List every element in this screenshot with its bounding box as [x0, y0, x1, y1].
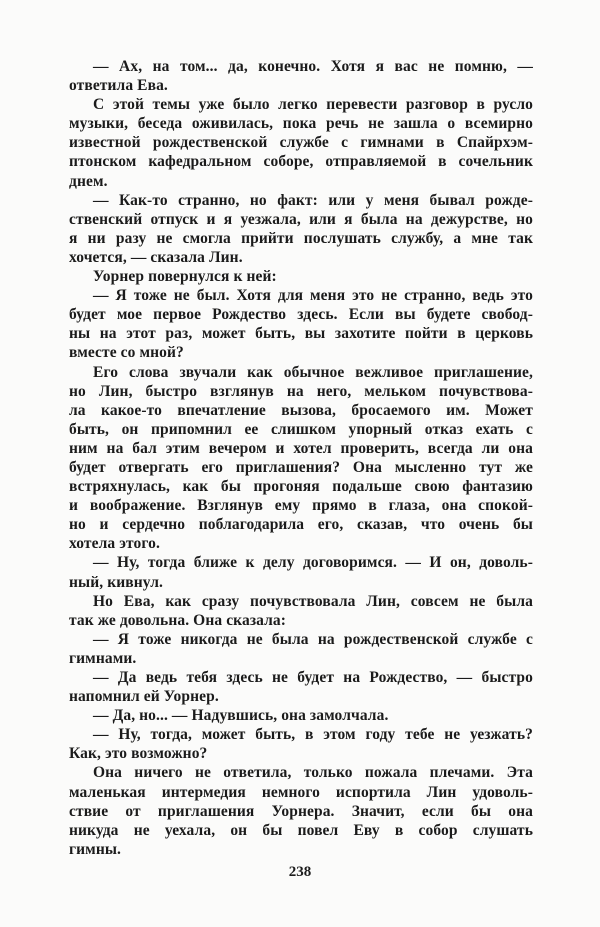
text-line: музыки, беседа оживилась, пока речь не зашла о всемирно: [69, 115, 533, 133]
text-line: — Да ведь тебя здесь не будет на Рождество, — быстро: [93, 669, 533, 686]
text-line: ный, кивнул.: [69, 573, 164, 591]
text-line: Но Ева, как сразу почувствовала Лин, совсем не была: [93, 592, 533, 610]
text-line: ственский отпуск и я уезжала, или я была на дежурстве, но: [69, 210, 533, 228]
text-line: Она ничего не ответила, только пожала плечами. Эта: [93, 764, 533, 782]
text-line: быть, он припомнил ее слишком упорный отказ ехать с: [69, 420, 533, 438]
text-line: — Ах, на том... да, конечно. Хотя я вас не помню, —: [93, 58, 533, 75]
text-line: хотела этого.: [69, 535, 160, 553]
page-number: 238: [288, 864, 312, 880]
text-line: никуда не уехала, он бы повел Еву в собор слушать: [69, 821, 533, 839]
text-line: и воображение. Взглянув ему прямо в глаза, она спокой-: [69, 497, 533, 515]
text-line: гимнами.: [69, 649, 137, 667]
text-line: будет отвергать его приглашения? Она мысленно тут же: [69, 458, 533, 476]
text-line: гимны.: [69, 840, 122, 858]
text-line: так же довольна. Она сказала:: [69, 611, 287, 629]
text-line: Его слова звучали как обычное вежливое приглашение,: [93, 363, 533, 381]
text-line: — Я тоже никогда не была на рождественской службе с: [93, 630, 533, 648]
text-line: я ни разу не смогла прийти послушать службу, а мне так: [69, 229, 533, 247]
text-line: птонском кафедральном соборе, отправляемой в сочельник: [69, 153, 533, 171]
text-line: — Я тоже не был. Хотя для меня это не странно, ведь это: [93, 287, 533, 305]
text-line: — Ну, тогда ближе к делу договоримся. — И он, доволь-: [93, 554, 533, 572]
text-line: — Как-то странно, но факт: или у меня бывал рожде-: [93, 191, 533, 209]
text-line: днем.: [69, 172, 108, 190]
text-line: — Ну, тогда, может быть, в этом году тебе не уезжать?: [93, 726, 533, 744]
text-line: ны на этот раз, может быть, вы захотите пойти в церковь: [69, 325, 533, 343]
text-line: встряхнулась, как бы прогоняя подальше свою фантазию: [69, 478, 533, 496]
text-line: будет мое первое Рождество здесь. Если вы будете свобод-: [69, 306, 533, 324]
text-line: ответила Ева.: [69, 77, 168, 95]
text-line: Уорнер повернулся к ней:: [93, 268, 277, 286]
text-line: ним на бал этим вечером и хотел проверить, всегда ли она: [69, 439, 533, 457]
page-text: [69, 57, 533, 859]
text-line: но и сердечно поблагодарила его, сказав, что очень бы: [69, 516, 533, 534]
text-line: маленькая интермедия немного испортила Лин удоволь-: [69, 783, 533, 801]
text-line: ствие от приглашения Уорнера. Значит, если бы она: [69, 802, 533, 820]
text-line: вместе со мной?: [69, 344, 184, 362]
text-line: ла какое-то впечатление вызова, бросаемого им. Может: [69, 401, 533, 419]
text-line: — Да, но... — Надувшись, она замолчала.: [93, 707, 389, 725]
text-line: Как, это возможно?: [69, 745, 208, 763]
text-line: хочется, — сказала Лин.: [69, 248, 243, 266]
text-line: но Лин, быстро взглянув на него, мельком почувствова-: [69, 382, 533, 400]
text-line: напомнил ей Уорнер.: [69, 688, 219, 706]
text-line: С этой темы уже было легко перевести разговор в русло: [93, 96, 533, 114]
text-line: известной рождественской службе с гимнами в Спайрхэм-: [69, 134, 533, 152]
